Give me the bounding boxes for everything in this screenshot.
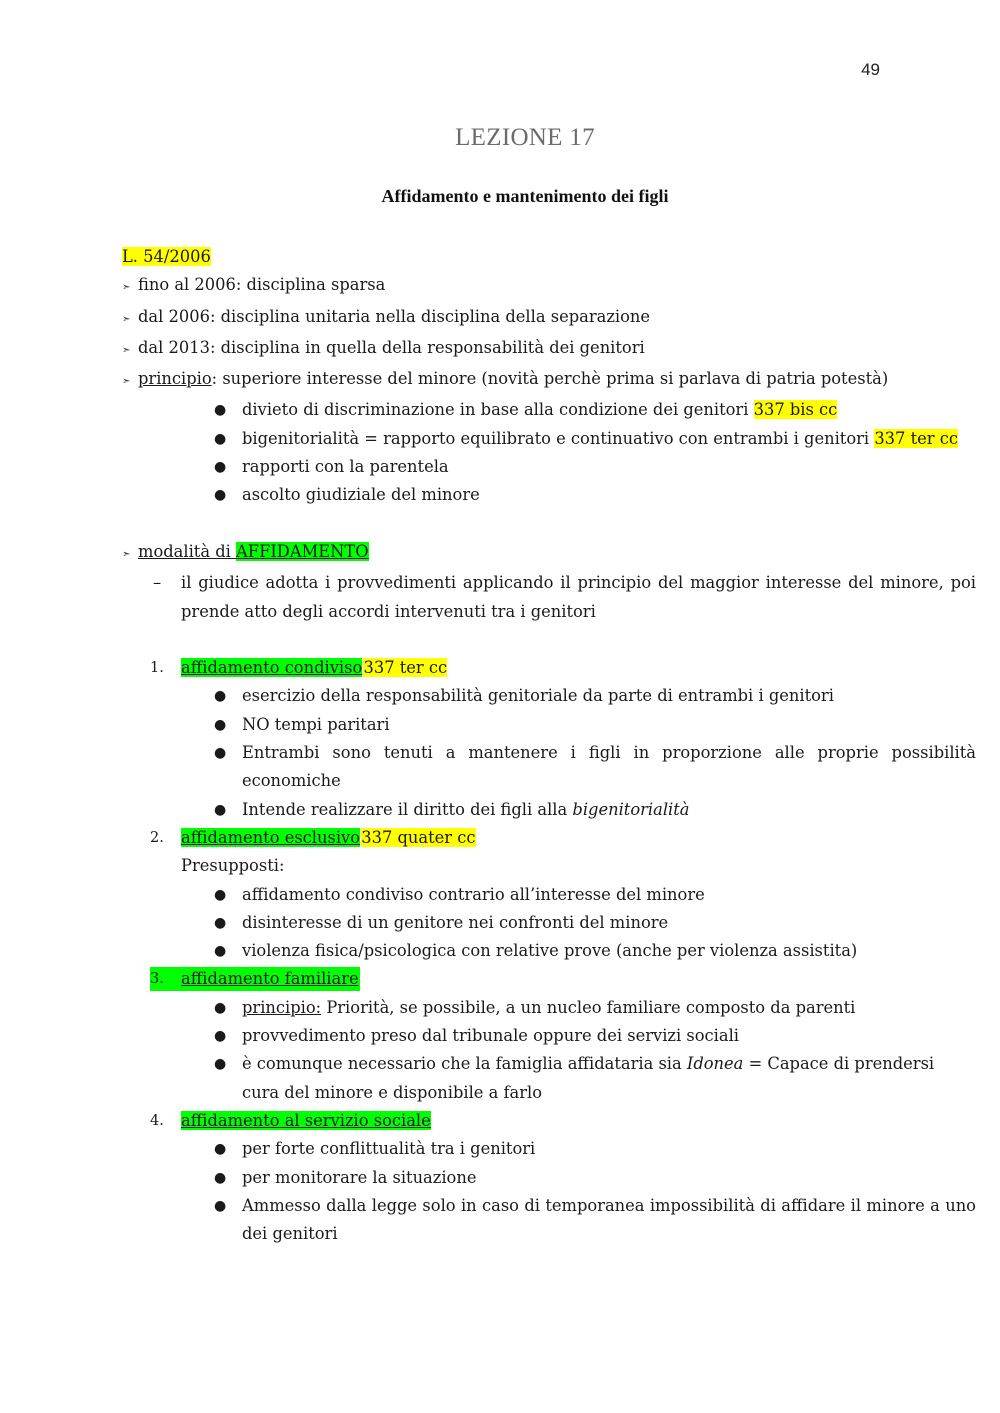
type-bullet: [122, 682, 976, 710]
principle-bullet: [122, 481, 976, 509]
type-bullet: [122, 1164, 976, 1192]
type-bullet: [122, 909, 976, 937]
dash-item: [122, 569, 976, 626]
document-body: [122, 243, 976, 1248]
bullet-icon: ●: [214, 1197, 227, 1214]
arrow-bullet-icon: ➣: [122, 313, 131, 325]
bullet-icon: ●: [214, 999, 227, 1016]
modalita-keyword: AFFIDAMENTO: [236, 541, 369, 561]
type-bullet: [122, 937, 976, 965]
list-number: 4.: [150, 1112, 164, 1129]
principle-text: : superiore interesse del minore (novità perchè prima si parlava di patria potestà): [211, 369, 889, 389]
bullet-text: Entrambi sono tenuti a mantenere i figli in proporzione alle proprie possibilità economiche: [242, 743, 976, 791]
affidamento-type-1: [122, 654, 976, 682]
type-title: affidamento esclusivo: [181, 827, 361, 847]
list-number: 1.: [150, 660, 164, 677]
modalita-label: modalità di: [138, 541, 237, 561]
type-bullet: [122, 1135, 976, 1163]
history-text: fino al 2006: disciplina sparsa: [138, 275, 386, 295]
bullet-text: NO tempi paritari: [242, 714, 390, 734]
bullet-icon: ●: [214, 487, 227, 504]
bullet-text: divieto di discriminazione in base alla condizione dei genitori: [242, 400, 754, 420]
arrow-bullet-icon: ➣: [122, 344, 131, 356]
bullet-italic-text: bigenitorialità: [572, 799, 690, 819]
page-number: 49: [861, 60, 880, 79]
bullet-text: per monitorare la situazione: [242, 1167, 477, 1187]
history-item: [122, 271, 976, 302]
bullet-text: provvedimento preso dal tribunale oppure dei servizi sociali: [242, 1026, 739, 1046]
affidamento-type-2: [122, 824, 976, 852]
bullet-text: esercizio della responsabilità genitoriale da parte di entrambi i genitori: [242, 686, 834, 706]
bullet-icon: ●: [214, 430, 227, 447]
bullet-text: è comunque necessario che la famiglia affidataria sia: [242, 1054, 687, 1074]
article-reference: 337 quater cc: [361, 827, 476, 847]
law-reference-line: [122, 243, 976, 271]
dash-icon: –: [153, 573, 162, 593]
arrow-bullet-icon: ➣: [122, 548, 131, 560]
type-title: affidamento al servizio sociale: [181, 1110, 431, 1130]
bullet-text: Priorità, se possibile, a un nucleo familiare composto da parenti: [321, 997, 856, 1017]
bullet-text: rapporti con la parentela: [242, 457, 449, 477]
principle-label: principio: [138, 369, 212, 389]
affidamento-type-3: [122, 965, 976, 993]
bullet-icon: ●: [214, 1056, 227, 1073]
law-reference: L. 54/2006: [122, 247, 211, 266]
type-title: affidamento condiviso: [181, 658, 363, 678]
bullet-icon: ●: [214, 688, 227, 705]
principle-bullet: [122, 453, 976, 481]
principle-bullet: [122, 396, 976, 424]
bullet-icon: ●: [214, 1141, 227, 1158]
list-number: 2.: [150, 829, 164, 846]
bullet-text: Intende realizzare il diritto dei figli alla: [242, 799, 573, 819]
lesson-subtitle: Affidamento e mantenimento dei figli: [381, 186, 669, 206]
bullet-icon: ●: [214, 745, 227, 762]
type-bullet: [122, 711, 976, 739]
arrow-bullet-icon: ➣: [122, 282, 131, 294]
history-item: [122, 303, 976, 334]
article-reference: 337 ter cc: [363, 658, 448, 678]
affidamento-type-4: [122, 1107, 976, 1135]
bullet-text: violenza fisica/psicologica con relative prove (anche per violenza assistita): [242, 941, 858, 961]
lesson-title: LEZIONE 17: [455, 124, 595, 151]
bullet-italic-text: Idonea: [686, 1054, 744, 1074]
type-bullet: [122, 994, 976, 1022]
bullet-icon: ●: [214, 716, 227, 733]
principle-bullet: [122, 425, 976, 453]
principle-item: [122, 365, 976, 396]
article-reference: 337 ter cc: [874, 428, 958, 448]
bullet-icon: ●: [214, 801, 227, 818]
history-item: [122, 334, 976, 365]
type-bullet: [122, 796, 976, 824]
bullet-icon: ●: [214, 402, 227, 419]
bullet-text: disinteresse di un genitore nei confronti del minore: [242, 912, 669, 932]
bullet-text: affidamento condiviso contrario all’interesse del minore: [242, 884, 705, 904]
principle-label: principio:: [242, 997, 322, 1017]
bullet-text: Ammesso dalla legge solo in caso di temporanea impossibilità di affidare il minore a uno dei genitori: [242, 1195, 976, 1244]
list-number: 3.: [150, 971, 164, 988]
bullet-icon: ●: [214, 886, 227, 903]
bullet-text: bigenitorialità = rapporto equilibrato e continuativo con entrambi i genitori: [242, 428, 875, 448]
bullet-text: = Capace di prendersi cura del minore e disponibile a farlo: [242, 1054, 935, 1102]
type-bullet: [122, 881, 976, 909]
bullet-icon: ●: [214, 914, 227, 931]
bullet-text: per forte conflittualità tra i genitori: [242, 1139, 536, 1159]
history-text: dal 2013: disciplina in quella della responsabilità dei genitori: [138, 337, 645, 357]
modalita-item: [122, 538, 976, 569]
arrow-bullet-icon: ➣: [122, 376, 131, 388]
bullet-icon: ●: [214, 1028, 227, 1045]
type-bullet: [122, 739, 976, 796]
type-bullet: [122, 1192, 976, 1249]
bullet-icon: ●: [214, 1169, 227, 1186]
bullet-icon: ●: [214, 943, 227, 960]
history-text: dal 2006: disciplina unitaria nella disciplina della separazione: [138, 306, 651, 326]
type-intro: Presupposti:: [181, 856, 285, 876]
type-title: affidamento familiare: [181, 969, 359, 989]
type-bullet: [122, 1022, 976, 1050]
dash-text: il giudice adotta i provvedimenti applicando il principio del maggior interesse del minore, poi prende atto degli accordi intervenuti tra i genitori: [181, 573, 976, 621]
bullet-icon: ●: [214, 459, 227, 476]
bullet-text: ascolto giudiziale del minore: [242, 485, 480, 505]
article-reference: 337 bis cc: [753, 400, 838, 420]
type-bullet: [122, 1050, 976, 1107]
